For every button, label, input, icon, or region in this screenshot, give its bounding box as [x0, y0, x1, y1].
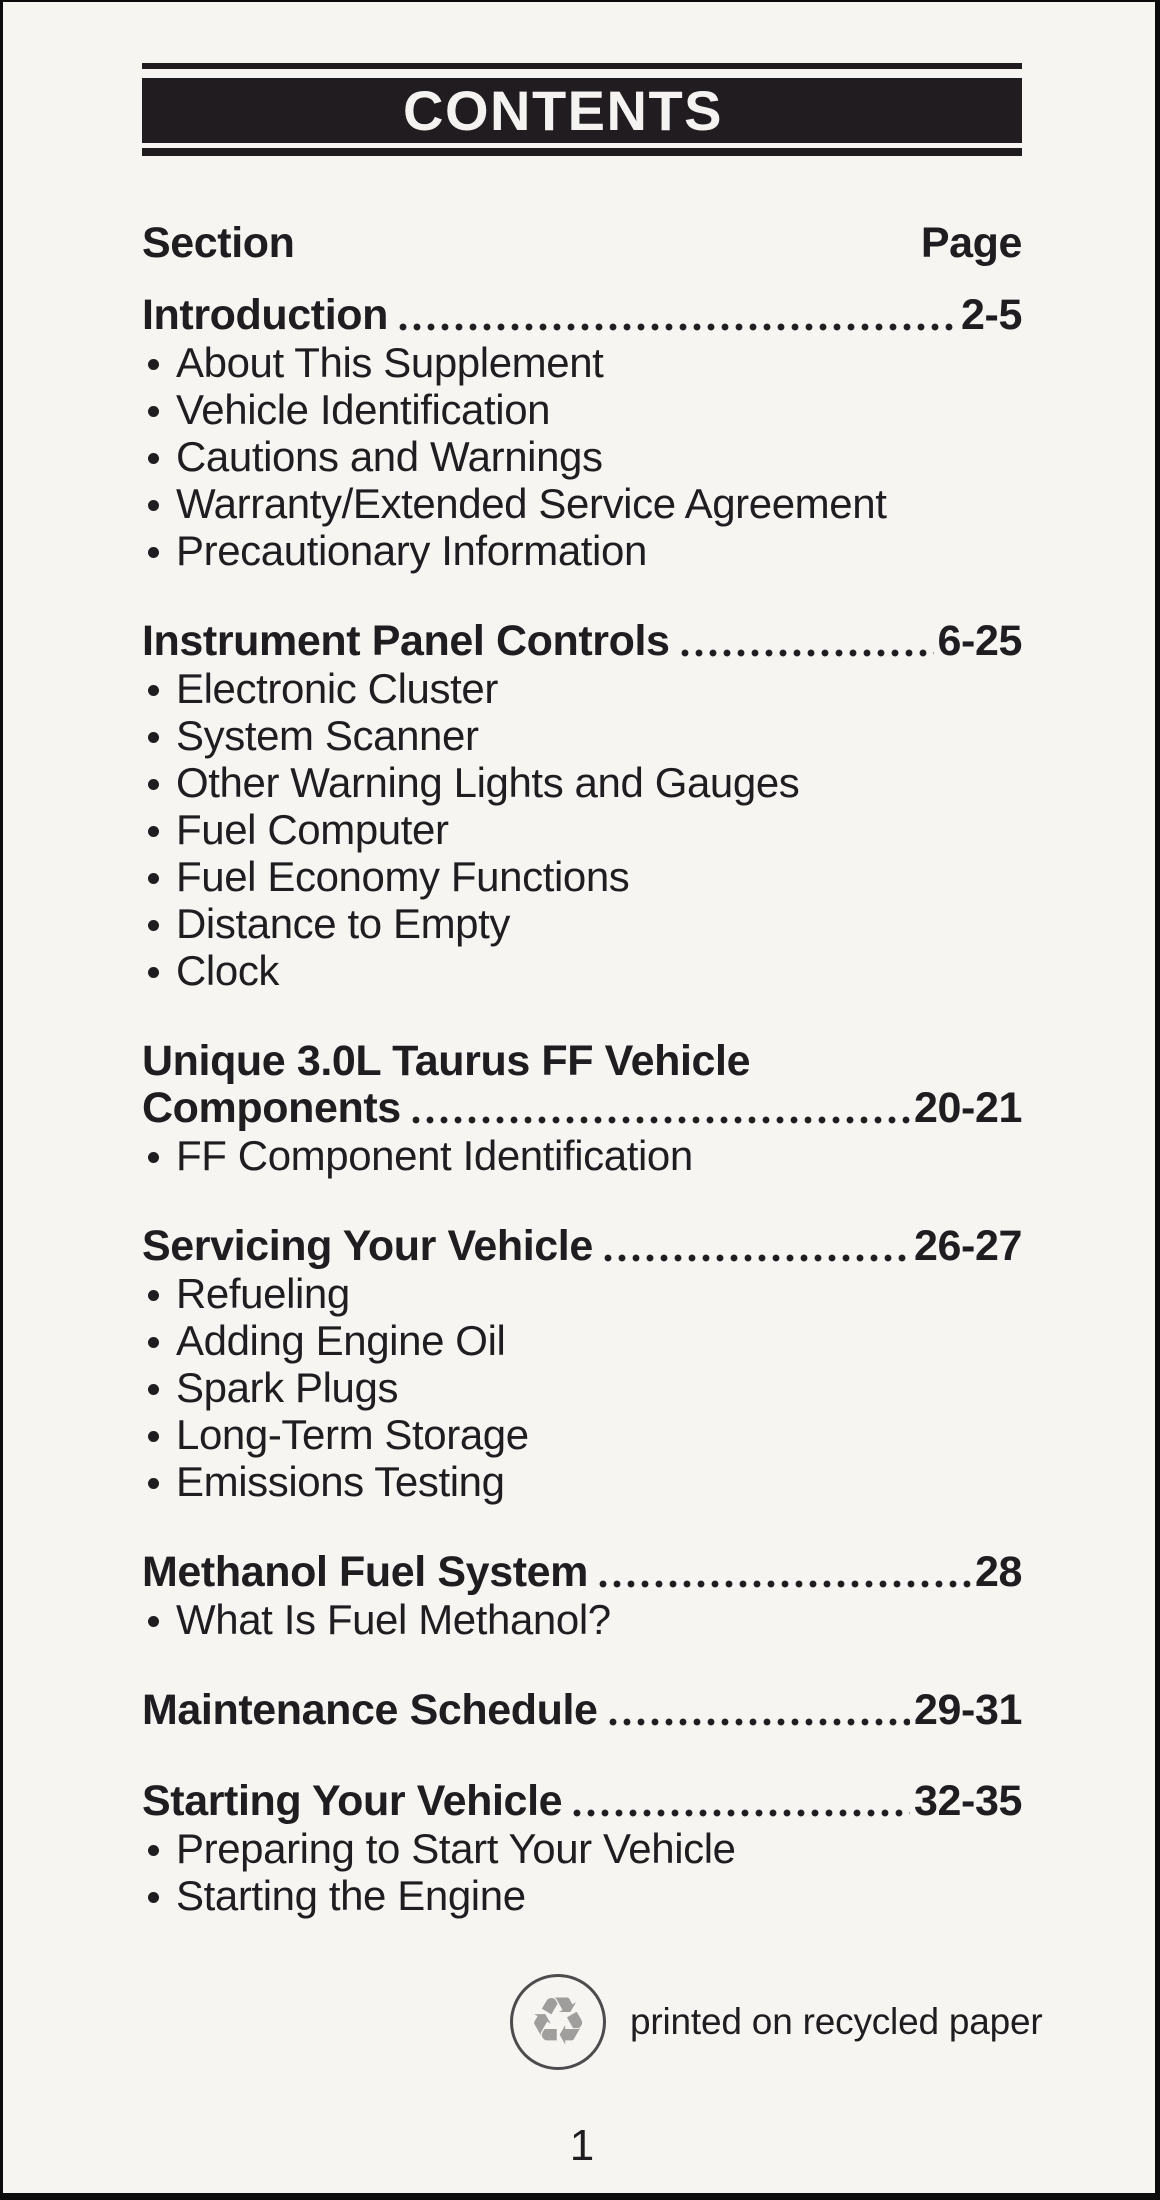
- scanned-page: [3, 2, 1155, 2193]
- toc-entry-page: 26-27: [914, 1222, 1022, 1270]
- toc-subitem: Emissions Testing: [142, 1458, 1022, 1505]
- recycled-paper-text: printed on recycled paper: [630, 2001, 1043, 2042]
- toc-section-methanol-fuel-system: [142, 1549, 1022, 1643]
- toc-entry: [142, 618, 1022, 665]
- toc-subitem: What Is Fuel Methanol?: [142, 1596, 1022, 1643]
- toc-section-introduction: [142, 292, 1022, 574]
- toc-subitem: Other Warning Lights and Gauges: [142, 759, 1022, 806]
- toc-section-servicing-your-vehicle: [142, 1223, 1022, 1505]
- toc-subitem: Precautionary Information: [142, 527, 1022, 574]
- toc-entry-title: Methanol Fuel System: [142, 1548, 588, 1596]
- toc-subitem: Vehicle Identification: [142, 386, 1022, 433]
- dot-leader: [596, 1580, 971, 1588]
- dot-leader: [409, 1116, 910, 1124]
- toc-entry-title: Instrument Panel Controls: [142, 617, 670, 665]
- toc-subitems: [142, 1825, 1022, 1919]
- toc-subitem: About This Supplement: [142, 339, 1022, 386]
- toc-subitems: [142, 1132, 1022, 1179]
- toc-subitem: Fuel Economy Functions: [142, 853, 1022, 900]
- page-title: CONTENTS: [403, 79, 723, 142]
- toc-entry: [142, 1687, 1022, 1734]
- toc-subitem: Cautions and Warnings: [142, 433, 1022, 480]
- toc-entry: [142, 1549, 1022, 1596]
- toc-section-instrument-panel-controls: [142, 618, 1022, 994]
- toc-entry-page: 28: [974, 1548, 1022, 1596]
- toc-subitem: Warranty/Extended Service Agreement: [142, 480, 1022, 527]
- toc-subitem: Fuel Computer: [142, 806, 1022, 853]
- toc-entry-page: 6-25: [937, 617, 1022, 665]
- column-headers: [142, 220, 1022, 267]
- toc-subitem: Preparing to Start Your Vehicle: [142, 1825, 1022, 1872]
- toc-subitem: System Scanner: [142, 712, 1022, 759]
- table-of-contents: [142, 292, 1022, 1919]
- banner-bar: [142, 78, 1022, 143]
- toc-subitem: Long-Term Storage: [142, 1411, 1022, 1458]
- toc-subitems: [142, 1270, 1022, 1505]
- toc-section-unique-ff-components: [142, 1038, 1022, 1179]
- toc-entry-title-line1: Unique 3.0L Taurus FF Vehicle: [142, 1037, 751, 1085]
- toc-subitem: Starting the Engine: [142, 1872, 1022, 1919]
- toc-entry: [142, 1085, 1022, 1132]
- recycled-paper-note: [510, 1974, 1043, 2070]
- banner-top-rule: [142, 63, 1022, 69]
- column-header-section: Section: [142, 219, 295, 267]
- dot-leader: [678, 649, 934, 657]
- toc-subitem: Clock: [142, 947, 1022, 994]
- toc-subitem: FF Component Identification: [142, 1132, 1022, 1179]
- dot-leader: [396, 323, 957, 331]
- toc-subitem: Distance to Empty: [142, 900, 1022, 947]
- toc-entry-title: Introduction: [142, 291, 388, 339]
- toc-entry-title-line2: Components: [142, 1084, 401, 1132]
- column-header-page: Page: [920, 219, 1022, 267]
- toc-entry-page: 20-21: [914, 1084, 1022, 1132]
- contents-banner: [142, 63, 1022, 156]
- toc-entry-title: Maintenance Schedule: [142, 1686, 598, 1734]
- toc-entry-page: 32-35: [914, 1777, 1022, 1825]
- toc-entry: [142, 1778, 1022, 1825]
- toc-subitem: Adding Engine Oil: [142, 1317, 1022, 1364]
- toc-entry-title: Servicing Your Vehicle: [142, 1222, 593, 1270]
- toc-section-maintenance-schedule: [142, 1687, 1022, 1734]
- toc-entry: [142, 292, 1022, 339]
- page-number: 1: [569, 2121, 595, 2170]
- toc-subitems: [142, 1596, 1022, 1643]
- page-content: [142, 2, 1022, 1919]
- dot-leader: [601, 1254, 910, 1262]
- toc-subitem: Refueling: [142, 1270, 1022, 1317]
- dot-leader: [570, 1809, 910, 1817]
- toc-subitems: [142, 665, 1022, 994]
- toc-entry-page: 29-31: [914, 1686, 1022, 1734]
- recycle-icon: ♻: [510, 1974, 606, 2070]
- toc-entry-title: Starting Your Vehicle: [142, 1777, 563, 1825]
- toc-subitem: Electronic Cluster: [142, 665, 1022, 712]
- toc-entry: [142, 1223, 1022, 1270]
- toc-section-starting-your-vehicle: [142, 1778, 1022, 1919]
- toc-entry-page: 2-5: [961, 291, 1022, 339]
- banner-bottom-rule: [142, 148, 1022, 156]
- dot-leader: [606, 1718, 910, 1726]
- toc-subitem: Spark Plugs: [142, 1364, 1022, 1411]
- toc-subitems: [142, 339, 1022, 574]
